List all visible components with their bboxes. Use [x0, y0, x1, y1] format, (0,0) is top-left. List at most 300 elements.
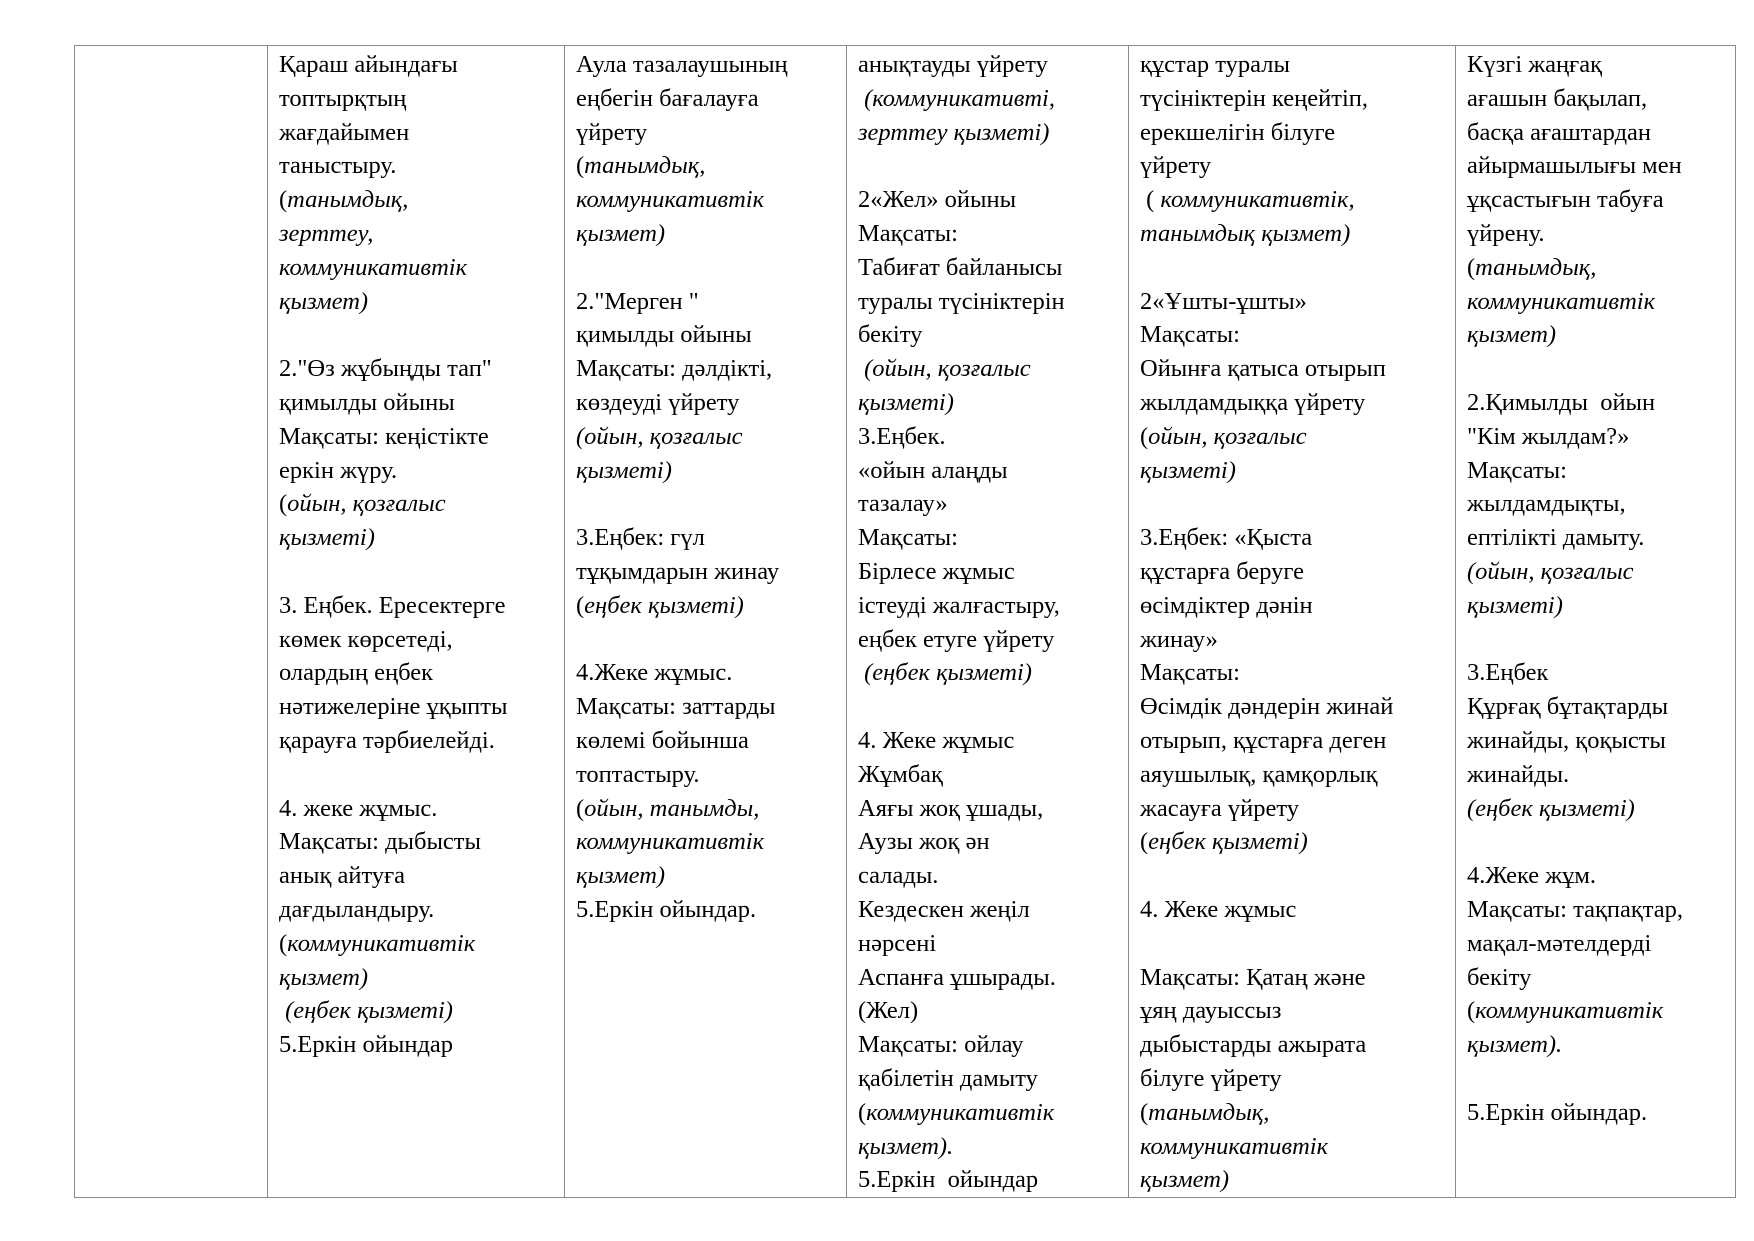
activity-type-note: (еңбек қызметі)	[1467, 794, 1635, 822]
blank-line	[1467, 825, 1730, 859]
text-line	[858, 724, 1123, 758]
text-line	[858, 217, 1123, 251]
text-line	[858, 318, 1123, 352]
line-text: өсімдіктер дәнін	[1140, 591, 1313, 619]
text-line	[1140, 825, 1450, 859]
table-cell-day-2	[565, 46, 847, 1198]
text-line	[858, 116, 1123, 150]
line-text: үйрету	[1140, 152, 1212, 180]
blank-line	[279, 758, 559, 792]
text-line	[1140, 589, 1450, 623]
blank-line	[279, 318, 559, 352]
line-text: ұқсастығын табуға	[1467, 186, 1664, 214]
text-line	[858, 1163, 1123, 1197]
line-text: жинау»	[1140, 625, 1218, 653]
line-text: Қараш айындағы	[279, 51, 458, 78]
line-text: 4. Жеке жұмыс	[858, 726, 1015, 754]
line-text: 5.Еркін ойындар.	[576, 895, 757, 923]
text-line	[858, 994, 1123, 1028]
line-text: қимылды ойыны	[576, 321, 752, 349]
text-line	[279, 183, 559, 217]
text-line	[1140, 454, 1450, 488]
activity-type-note: еңбек қызметі)	[1148, 828, 1308, 856]
activity-type-note: қызмет)	[576, 219, 666, 247]
line-prefix: (	[576, 152, 585, 180]
line-text: 5.Еркін ойындар.	[1467, 1098, 1648, 1126]
line-prefix: (	[279, 490, 288, 518]
text-line	[1140, 420, 1450, 454]
line-text: 3.Еңбек: «Қыста	[1140, 524, 1313, 552]
line-text: Мақсаты:	[858, 524, 958, 552]
line-text: Мақсаты: кеңістікте	[279, 422, 489, 450]
line-prefix: (	[576, 591, 585, 619]
line-text: Мақсаты: тақпақтар,	[1467, 895, 1684, 923]
line-prefix: (	[279, 186, 288, 214]
line-text: көздеуді үйрету	[576, 388, 740, 416]
text-line	[858, 758, 1123, 792]
text-line	[858, 1028, 1123, 1062]
line-text: Өсімдік дәндерін жинай	[1140, 693, 1394, 721]
text-line	[279, 724, 559, 758]
activity-type-note: зерттеу,	[279, 219, 374, 247]
text-line	[858, 859, 1123, 893]
line-text: 4.Жеке жұм.	[1467, 862, 1597, 890]
text-line	[1140, 1163, 1450, 1197]
line-text: ұяң дауыссыз	[1140, 997, 1282, 1025]
line-text: нәтижелеріне ұқыпты	[279, 693, 508, 721]
activity-type-note: қызметі)	[1140, 456, 1236, 484]
line-text: ерекшелігін білуге	[1140, 118, 1336, 146]
activity-type-note: коммуникативтік,	[1160, 186, 1355, 214]
line-prefix: (	[1140, 422, 1149, 450]
text-line	[1467, 589, 1730, 623]
table-cell-label-empty	[75, 46, 268, 1198]
text-line	[858, 792, 1123, 826]
activity-type-note: еңбек қызметі)	[584, 591, 744, 619]
text-line	[1467, 149, 1730, 183]
blank-line	[1140, 251, 1450, 285]
activity-type-note: коммуникативтік	[866, 1098, 1055, 1126]
text-line	[1467, 420, 1730, 454]
text-line	[576, 149, 841, 183]
activity-type-note: танымдық,	[584, 152, 706, 180]
text-line	[1140, 961, 1450, 995]
activity-type-note: (еңбек қызметі)	[279, 997, 453, 1025]
text-line	[279, 386, 559, 420]
line-text: Аспанға ұшырады.	[858, 963, 1056, 991]
text-line	[576, 758, 841, 792]
line-text: 3.Еңбек	[1467, 659, 1549, 687]
blank-line	[1140, 487, 1450, 521]
line-text: салады.	[858, 862, 939, 890]
text-line	[858, 183, 1123, 217]
text-line	[1140, 623, 1450, 657]
text-line	[576, 656, 841, 690]
text-line	[279, 149, 559, 183]
text-line	[858, 961, 1123, 995]
line-text: жылдамдықты,	[1467, 490, 1626, 518]
line-prefix: (	[1140, 186, 1161, 214]
text-line	[1140, 217, 1450, 251]
table-cell-day-5	[1456, 46, 1736, 1198]
text-line	[1467, 758, 1730, 792]
text-line	[576, 690, 841, 724]
text-line	[576, 724, 841, 758]
line-text: жинайды.	[1467, 760, 1570, 788]
text-line	[1467, 893, 1730, 927]
line-text: 4. Жеке жұмыс	[1140, 895, 1297, 923]
text-line	[1467, 285, 1730, 319]
text-line	[576, 183, 841, 217]
activity-type-note: коммуникативтік	[576, 186, 765, 214]
text-line	[1467, 859, 1730, 893]
line-text: жылдамдыққа үйрету	[1140, 388, 1366, 416]
activity-type-note: қызмет)	[279, 963, 369, 991]
text-line	[1140, 116, 1450, 150]
text-line	[1467, 454, 1730, 488]
text-line	[1467, 251, 1730, 285]
activity-type-note: коммуникативтік	[279, 253, 468, 281]
text-line	[279, 893, 559, 927]
line-text: мақал-мәтелдерді	[1467, 929, 1652, 957]
text-line	[279, 251, 559, 285]
activity-type-note: қызметі)	[1467, 591, 1563, 619]
line-text: Ойынға қатыса отырып	[1140, 355, 1386, 383]
text-line	[858, 48, 1123, 82]
line-text: дағдыландыру.	[279, 895, 435, 923]
text-line	[1467, 690, 1730, 724]
text-line	[576, 217, 841, 251]
line-text: құстарға беруге	[1140, 557, 1304, 585]
line-text: жасауға үйрету	[1140, 794, 1300, 822]
text-line	[858, 487, 1123, 521]
text-line	[1140, 82, 1450, 116]
line-text: анықтауды үйрету	[858, 51, 1048, 78]
text-line	[279, 82, 559, 116]
line-text: Аяғы жоқ ұшады,	[858, 794, 1044, 822]
activity-type-note: коммуникативтік	[1467, 287, 1656, 315]
text-line	[279, 521, 559, 555]
activity-type-note: танымдық,	[287, 186, 409, 214]
line-text: Кездескен жеңіл	[858, 895, 1030, 923]
text-line	[1140, 758, 1450, 792]
activity-plan-table	[74, 45, 1736, 1198]
text-line	[576, 893, 841, 927]
text-line	[279, 589, 559, 623]
activity-type-note: қызметі)	[279, 524, 375, 552]
text-line	[858, 352, 1123, 386]
line-text: аяушылық, қамқорлық	[1140, 760, 1378, 788]
text-line	[1140, 893, 1450, 927]
text-line	[576, 420, 841, 454]
text-line	[1467, 656, 1730, 690]
text-line	[1467, 792, 1730, 826]
line-text: көмек көрсетеді,	[279, 625, 453, 653]
text-line	[576, 352, 841, 386]
text-line	[1140, 656, 1450, 690]
blank-line	[1467, 623, 1730, 657]
text-line	[1467, 521, 1730, 555]
line-text: анық айтуға	[279, 862, 406, 890]
line-text: Мақсаты: дәлдікті,	[576, 355, 773, 383]
line-text: отырып, құстарға деген	[1140, 726, 1387, 754]
line-text: еркін жүру.	[279, 456, 398, 484]
text-line	[858, 927, 1123, 961]
line-prefix: (	[1467, 997, 1476, 1025]
line-text: еңбек етуге үйрету	[858, 625, 1055, 653]
line-prefix: (	[576, 794, 585, 822]
activity-type-note: ойын, қозғалыс	[1148, 422, 1307, 450]
text-line	[858, 656, 1123, 690]
text-line	[576, 285, 841, 319]
text-line	[576, 589, 841, 623]
activity-type-note: (ойын, қозғалыс	[576, 422, 743, 450]
text-line	[1467, 386, 1730, 420]
line-text: 5.Еркін ойындар	[279, 1031, 454, 1059]
text-line	[279, 454, 559, 488]
line-text: ағашын бақылап,	[1467, 84, 1648, 112]
text-line	[1467, 48, 1730, 82]
text-line	[279, 285, 559, 319]
text-line	[1467, 82, 1730, 116]
activity-type-note: қызмет)	[1467, 321, 1557, 349]
text-line	[279, 961, 559, 995]
line-text: Жұмбақ	[858, 760, 943, 788]
line-text: ептілікті дамыту.	[1467, 524, 1645, 552]
line-text: жинайды, қоқысты	[1467, 726, 1666, 754]
line-prefix: (	[1140, 1098, 1149, 1126]
activity-type-note: танымдық,	[1475, 253, 1597, 281]
line-text: «ойын алаңды	[858, 456, 1008, 484]
text-line	[858, 1130, 1123, 1164]
text-line	[1467, 994, 1730, 1028]
blank-line	[858, 690, 1123, 724]
text-line	[1140, 318, 1450, 352]
line-text: Мақсаты:	[1467, 456, 1567, 484]
text-line	[858, 589, 1123, 623]
text-line	[279, 690, 559, 724]
line-text: олардың еңбек	[279, 659, 434, 687]
text-line	[1140, 555, 1450, 589]
text-line	[576, 825, 841, 859]
text-line	[1467, 487, 1730, 521]
line-prefix: (	[858, 1098, 867, 1126]
blank-line	[576, 623, 841, 657]
blank-line	[279, 555, 559, 589]
activity-type-note: танымдық,	[1148, 1098, 1270, 1126]
activity-type-note: коммуникативтік	[287, 929, 476, 957]
line-text: үйрету	[576, 118, 648, 146]
text-line	[279, 825, 559, 859]
text-line	[279, 623, 559, 657]
text-line	[1140, 1062, 1450, 1096]
text-line	[1140, 994, 1450, 1028]
line-text: (Жел)	[858, 997, 919, 1025]
text-line	[1467, 1096, 1730, 1130]
line-text: Мақсаты: дыбысты	[279, 828, 481, 856]
line-text: түсініктерін кеңейтіп,	[1140, 84, 1369, 112]
table-cell-day-3	[847, 46, 1129, 1198]
text-line	[576, 521, 841, 555]
blank-line	[1140, 859, 1450, 893]
line-text: қимылды ойыны	[279, 388, 455, 416]
line-text: 4.Жеке жұмыс.	[576, 659, 733, 687]
text-line	[279, 420, 559, 454]
text-line	[1140, 724, 1450, 758]
blank-line	[576, 487, 841, 521]
line-text: қарауға тәрбиелейді.	[279, 726, 495, 754]
text-line	[858, 386, 1123, 420]
activity-type-note: коммуникативтік	[1140, 1132, 1329, 1160]
activity-type-note: (еңбек қызметі)	[858, 659, 1032, 687]
text-line	[279, 792, 559, 826]
line-text: айырмашылығы мен	[1467, 152, 1682, 180]
text-line	[1140, 690, 1450, 724]
activity-type-note: қызмет).	[1467, 1031, 1563, 1059]
text-line	[1140, 1130, 1450, 1164]
text-line	[1467, 116, 1730, 150]
line-text: Құрғақ бұтақтарды	[1467, 693, 1669, 721]
text-line	[576, 859, 841, 893]
line-text: Мақсаты:	[1140, 321, 1240, 349]
line-text: Мақсаты: Қатаң және	[1140, 963, 1366, 991]
activity-type-note: танымдық қызмет)	[1140, 219, 1351, 247]
line-text: топтырқтың	[279, 84, 407, 112]
activity-type-note: (ойын, қозғалыс	[1467, 557, 1634, 585]
line-text: таныстыру.	[279, 152, 397, 180]
text-line	[279, 994, 559, 1028]
activity-type-note: қызметі)	[858, 388, 954, 416]
line-prefix: (	[279, 929, 288, 957]
line-text: 4. жеке жұмыс.	[279, 794, 438, 822]
text-line	[576, 454, 841, 488]
activity-type-note: қызмет).	[858, 1132, 954, 1160]
line-text: 2.Қимылды ойын	[1467, 388, 1656, 416]
line-text: 2."Мерген "	[576, 287, 699, 315]
text-line	[279, 352, 559, 386]
line-text: басқа ағаштардан	[1467, 118, 1652, 146]
line-text: білуге үйрету	[1140, 1064, 1282, 1092]
blank-line	[1467, 352, 1730, 386]
text-line	[1467, 217, 1730, 251]
line-text: бекіту	[858, 321, 923, 349]
activity-type-note: коммуникативтік	[1475, 997, 1664, 1025]
text-line	[1140, 285, 1450, 319]
line-text: көлемі бойынша	[576, 726, 749, 754]
table-cell-day-4	[1129, 46, 1456, 1198]
line-text: 3. Еңбек. Ересектерге	[279, 591, 506, 619]
line-text: бекіту	[1467, 963, 1532, 991]
text-line	[279, 217, 559, 251]
text-line	[1467, 318, 1730, 352]
text-line	[279, 48, 559, 82]
line-text: 2«Ұшты-ұшты»	[1140, 287, 1307, 315]
line-text: 2."Өз жұбыңды тап"	[279, 355, 492, 383]
line-text: Мақсаты:	[858, 219, 958, 247]
blank-line	[576, 251, 841, 285]
text-line	[576, 555, 841, 589]
text-line	[858, 420, 1123, 454]
text-line	[1467, 927, 1730, 961]
activity-type-note: ойын, танымды,	[584, 794, 760, 822]
activity-type-note: (коммуникативті,	[858, 84, 1055, 112]
text-line	[576, 116, 841, 150]
line-text: Бірлесе жұмыс	[858, 557, 1015, 585]
text-line	[279, 487, 559, 521]
line-text: Аула тазалаушының	[576, 51, 788, 78]
line-text: Аузы жоқ ән	[858, 828, 990, 856]
line-text: Күзгі жаңғақ	[1467, 51, 1602, 78]
text-line	[576, 82, 841, 116]
line-text: "Кім жылдам?»	[1467, 422, 1630, 450]
line-text: 3.Еңбек: гүл	[576, 524, 705, 552]
text-line	[1140, 183, 1450, 217]
text-line	[576, 48, 841, 82]
text-line	[858, 454, 1123, 488]
activity-type-note: (ойын, қозғалыс	[858, 355, 1031, 383]
text-line	[858, 521, 1123, 555]
text-line	[1140, 521, 1450, 555]
text-line	[1140, 149, 1450, 183]
line-text: 5.Еркін ойындар	[858, 1166, 1039, 1194]
line-text: Мақсаты: заттарды	[576, 693, 776, 721]
activity-type-note: зерттеу қызметі)	[858, 118, 1050, 146]
activity-type-note: қызмет)	[1140, 1166, 1230, 1194]
activity-type-note: қызмет)	[576, 862, 666, 890]
text-line	[858, 251, 1123, 285]
text-line	[1140, 792, 1450, 826]
line-text: еңбегін бағалауға	[576, 84, 759, 112]
blank-line	[1140, 927, 1450, 961]
blank-line	[1467, 1062, 1730, 1096]
line-text: 3.Еңбек.	[858, 422, 946, 450]
text-line	[1467, 724, 1730, 758]
line-text: Мақсаты:	[1140, 659, 1240, 687]
text-line	[858, 1096, 1123, 1130]
line-text: тазалау»	[858, 490, 948, 518]
text-line	[279, 859, 559, 893]
text-line	[1140, 386, 1450, 420]
text-line	[1467, 961, 1730, 995]
table-cell-day-1	[268, 46, 565, 1198]
line-text: Табиғат байланысы	[858, 253, 1063, 281]
text-line	[1467, 1028, 1730, 1062]
line-text: нәрсені	[858, 929, 937, 957]
table-row	[75, 46, 1736, 1198]
text-line	[1140, 352, 1450, 386]
activity-type-note: қызмет)	[279, 287, 369, 315]
text-line	[858, 82, 1123, 116]
line-text: дыбыстарды ажырата	[1140, 1031, 1367, 1059]
text-line	[1140, 1028, 1450, 1062]
text-line	[279, 927, 559, 961]
text-line	[576, 792, 841, 826]
text-line	[279, 656, 559, 690]
line-text: Мақсаты: ойлау	[858, 1031, 1024, 1059]
line-text: тұқымдарын жинау	[576, 557, 780, 585]
text-line	[576, 318, 841, 352]
text-line	[858, 1062, 1123, 1096]
line-prefix: (	[1467, 253, 1476, 281]
text-line	[858, 623, 1123, 657]
line-text: құстар туралы	[1140, 51, 1290, 78]
text-line	[858, 825, 1123, 859]
line-text: туралы түсініктерін	[858, 287, 1065, 315]
activity-type-note: қызметі)	[576, 456, 672, 484]
text-line	[858, 555, 1123, 589]
line-text: топтастыру.	[576, 760, 700, 788]
text-line	[858, 893, 1123, 927]
